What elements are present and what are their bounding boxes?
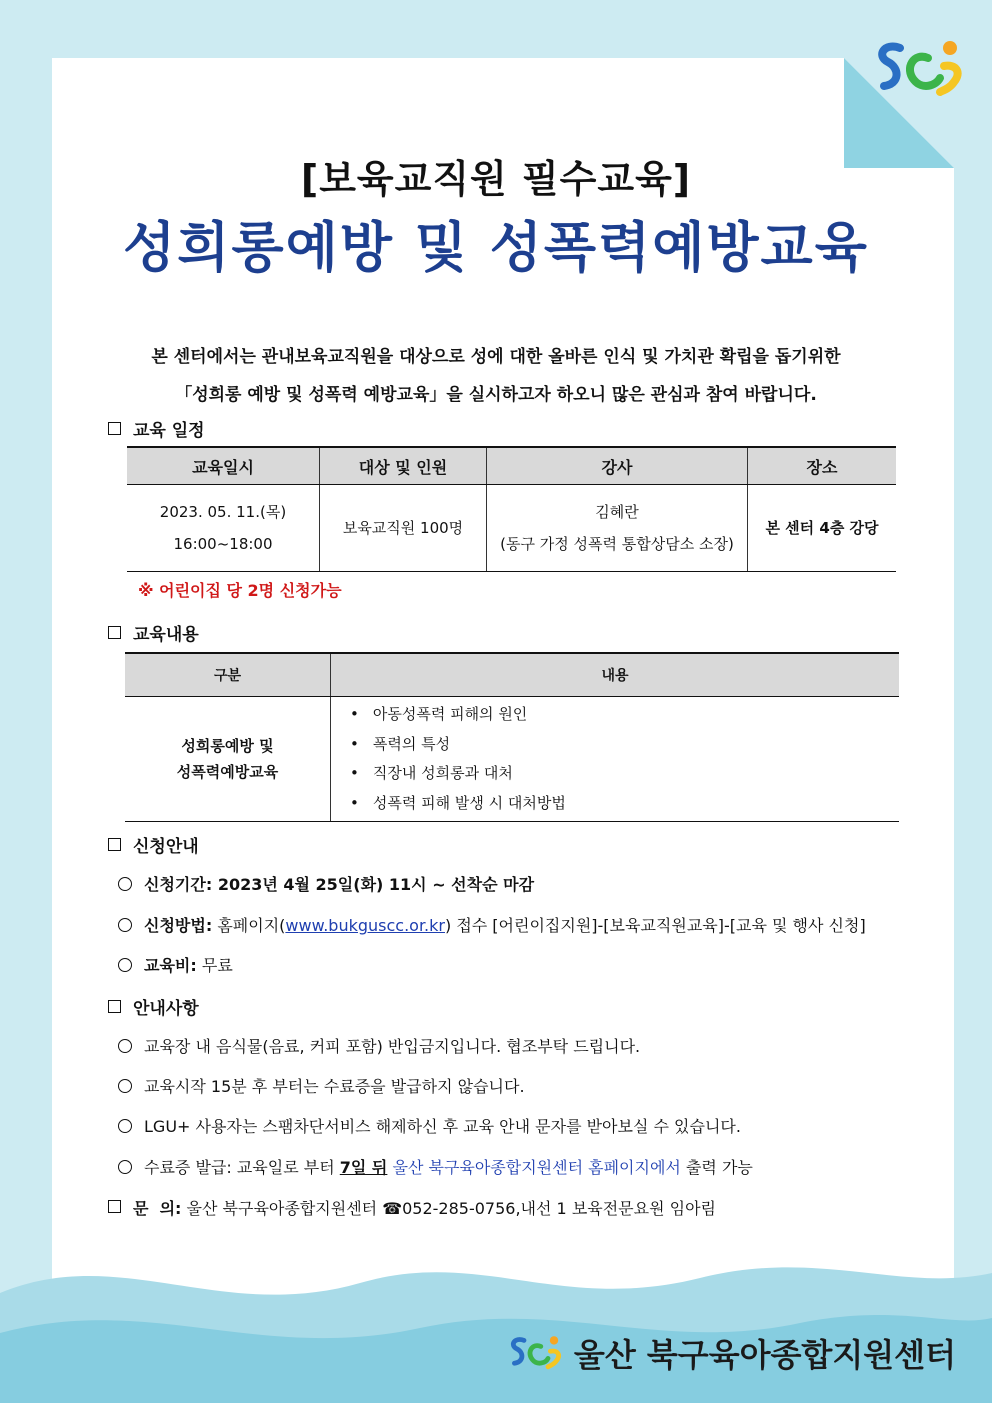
schedule-datetime xyxy=(127,485,320,572)
center-logo-icon xyxy=(870,34,970,104)
notice-item-3: LGU+ 사용자는 스팸차단서비스 해제하신 후 교육 안내 문자를 받아보실 수 있습니다. xyxy=(118,1114,741,1137)
circle-bullet-icon xyxy=(118,1119,132,1133)
bottom-wave-decoration xyxy=(0,1233,992,1403)
category-line-1: 성희롱예방 및 xyxy=(181,737,274,755)
table-header-row xyxy=(127,447,896,485)
intro-text xyxy=(100,338,892,414)
apply-heading: 신청안내 xyxy=(108,832,199,857)
checkbox-icon xyxy=(108,626,121,639)
circle-bullet-icon xyxy=(118,958,132,972)
notice-item-1: 교육장 내 음식물(음료, 커피 포함) 반입금지입니다. 협조부탁 드립니다. xyxy=(118,1034,640,1057)
notice-heading: 안내사항 xyxy=(108,994,199,1019)
column-header: 대상 및 인원 xyxy=(320,447,487,485)
schedule-time: 16:00~18:00 xyxy=(173,535,273,553)
brand-name: 울산 북구육아종합지원센터 xyxy=(573,1336,956,1374)
checkbox-icon xyxy=(108,1200,121,1213)
apply-fee: 교육비: 무료 xyxy=(118,953,233,976)
content-category xyxy=(125,697,331,822)
page-subtitle: [보육교직원 필수교육] xyxy=(300,157,692,201)
circle-bullet-icon xyxy=(118,918,132,932)
column-header: 구분 xyxy=(125,653,331,697)
apply-limit-note: ※ 어린이집 당 2명 신청가능 xyxy=(138,581,342,600)
column-header: 장소 xyxy=(748,447,897,485)
content-table xyxy=(125,652,899,822)
list-item: • 성폭력 피해 발생 시 대처방법 xyxy=(350,789,898,819)
circle-bullet-icon xyxy=(118,1039,132,1053)
schedule-target: 보육교직원 100명 xyxy=(320,485,487,572)
column-header: 내용 xyxy=(331,653,900,697)
footer-brand xyxy=(506,1330,956,1376)
circle-bullet-icon xyxy=(118,877,132,891)
schedule-heading: 교육 일정 xyxy=(108,416,205,441)
schedule-table xyxy=(127,446,896,572)
table-row xyxy=(127,485,896,572)
intro-line-2: 「성희롱 예방 및 성폭력 예방교육」을 실시하고자 하오니 많은 관심과 참여 바랍니다. xyxy=(175,385,817,405)
list-item: • 직장내 성희롱과 대처 xyxy=(350,759,898,789)
schedule-place: 본 센터 4층 강당 xyxy=(748,485,897,572)
column-header: 강사 xyxy=(487,447,748,485)
notice-item-4: 수료증 발급: 교육일로 부터 7일 뒤 울산 북구육아종합지원센터 홈페이지에서 출력 가능 xyxy=(118,1155,753,1178)
homepage-link[interactable]: www.bukguscc.or.kr xyxy=(285,916,445,935)
intro-line-1: 본 센터에서는 관내보육교직원을 대상으로 성에 대한 올바른 인식 및 가치관 확립을 돕기위한 xyxy=(151,347,841,367)
apply-period: 신청기간: 2023년 4월 25일(화) 11시 ~ 선착순 마감 xyxy=(118,872,534,895)
notice-item-2: 교육시작 15분 후 부터는 수료증을 발급하지 않습니다. xyxy=(118,1074,525,1097)
instructor-name: 김혜란 xyxy=(595,503,639,521)
category-line-2: 성폭력예방교육 xyxy=(176,763,279,781)
schedule-instructor xyxy=(487,485,748,572)
circle-bullet-icon xyxy=(118,1079,132,1093)
brand-logo-icon xyxy=(506,1330,566,1376)
list-item: • 폭력의 특성 xyxy=(350,730,898,760)
list-item: • 아동성폭력 피해의 원인 xyxy=(350,700,898,730)
contact-info: 문 의: 울산 북구육아종합지원센터 ☎052-285-0756,내선 1 보육전문요원 임아림 xyxy=(108,1196,716,1219)
circle-bullet-icon xyxy=(118,1160,132,1174)
page-title: 성희롱예방 및 성폭력예방교육 xyxy=(123,216,869,279)
content-items xyxy=(331,697,900,822)
checkbox-icon xyxy=(108,838,121,851)
instructor-title: (동구 가정 성폭력 통합상담소 소장) xyxy=(500,535,734,553)
apply-method: 신청방법: 홈페이지(www.bukguscc.or.kr) 접수 [어린이집지원]-[보육교직원교육]-[교육 및 행사 신청] xyxy=(118,913,866,936)
column-header: 교육일시 xyxy=(127,447,320,485)
checkbox-icon xyxy=(108,422,121,435)
schedule-date: 2023. 05. 11.(목) xyxy=(159,503,287,521)
table-row xyxy=(125,697,899,822)
table-header-row xyxy=(125,653,899,697)
checkbox-icon xyxy=(108,1000,121,1013)
content-heading: 교육내용 xyxy=(108,620,199,645)
